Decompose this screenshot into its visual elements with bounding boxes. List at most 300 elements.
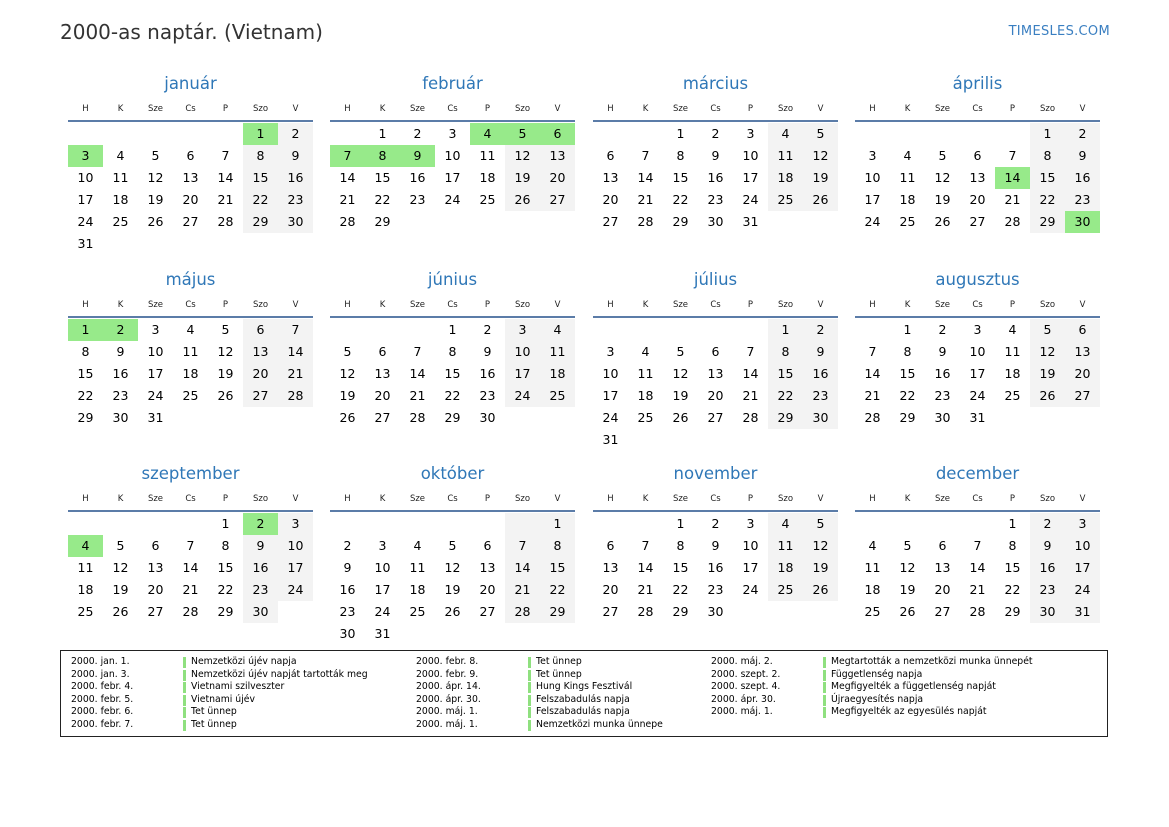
day-cell: 18 [768, 167, 803, 189]
month-5 [68, 269, 313, 429]
day-cell: 19 [444, 582, 461, 597]
day-cell: 20 [707, 388, 724, 403]
day-cell: 3 [278, 513, 313, 535]
day-cell: 27 [540, 189, 575, 211]
day-cell: 7 [868, 344, 877, 359]
empty-cell [540, 407, 575, 429]
day-cell: 4 [470, 123, 505, 145]
holiday-name: Nemzetközi munka ünnepe [536, 718, 663, 730]
day-cell: 13 [147, 560, 164, 575]
empty-cell [925, 123, 960, 145]
day-cell: 12 [672, 366, 689, 381]
day-cell: 4 [768, 513, 803, 535]
month-7 [593, 269, 838, 451]
day-cell: 24 [147, 388, 164, 403]
day-cell: 12 [934, 170, 951, 185]
day-cell: 9 [711, 148, 720, 163]
day-cell: 30 [707, 604, 724, 619]
month-name: október [420, 464, 485, 483]
day-cell: 16 [1030, 557, 1065, 579]
day-cell: 11 [899, 170, 916, 185]
weekday-header [593, 487, 838, 512]
holiday-name: Vietnami újév [191, 693, 255, 705]
day-cell: 3 [68, 145, 103, 167]
day-cell: 15 [1004, 560, 1021, 575]
weekday-label: P [1009, 299, 1016, 310]
empty-cell [103, 123, 138, 145]
day-cell: 19 [217, 366, 234, 381]
day-cell: 29 [77, 410, 94, 425]
day-cell: 27 [182, 214, 199, 229]
day-cell: 1 [768, 319, 803, 341]
day-cell: 27 [969, 214, 986, 229]
day-cell: 11 [768, 535, 803, 557]
holiday-name: Tet ünnep [191, 718, 237, 730]
day-cell: 10 [969, 344, 986, 359]
empty-cell [855, 123, 890, 145]
empty-cell [768, 429, 803, 451]
day-cell: 18 [112, 192, 129, 207]
empty-cell [138, 233, 173, 255]
weekday-label: H [82, 103, 89, 114]
month-4 [855, 73, 1100, 233]
day-cell: 20 [1065, 363, 1100, 385]
day-cell: 2 [103, 319, 138, 341]
day-cell: 12 [112, 560, 129, 575]
weekday-label: Sze [147, 493, 164, 504]
day-cell: 17 [864, 192, 881, 207]
day-cell: 19 [899, 582, 916, 597]
weekday-label: P [222, 299, 229, 310]
weekday-label: P [747, 493, 754, 504]
day-cell: 17 [1065, 557, 1100, 579]
weekday-label: V [292, 493, 299, 504]
weekday-label: P [1009, 493, 1016, 504]
day-cell: 4 [540, 319, 575, 341]
weekday-label: K [904, 103, 911, 114]
days-grid [330, 513, 575, 645]
weekday-label: Szo [514, 299, 531, 310]
day-cell: 28 [637, 214, 654, 229]
weekday-label: K [117, 103, 124, 114]
month-name: február [422, 74, 483, 93]
day-cell: 31 [742, 214, 759, 229]
day-cell: 6 [711, 344, 720, 359]
day-cell: 11 [768, 145, 803, 167]
day-cell: 15 [1030, 167, 1065, 189]
day-cell: 11 [182, 344, 199, 359]
holiday-name: Hung Kings Fesztivál [536, 681, 633, 693]
holiday-marker [823, 657, 826, 668]
day-cell: 6 [483, 538, 492, 553]
day-cell: 23 [409, 192, 426, 207]
empty-cell [208, 233, 243, 255]
empty-cell [365, 513, 400, 535]
day-cell: 15 [217, 560, 234, 575]
day-cell: 29 [672, 604, 689, 619]
day-cell: 7 [746, 344, 755, 359]
day-cell: 19 [803, 557, 838, 579]
day-cell: 5 [803, 123, 838, 145]
day-cell: 11 [637, 366, 654, 381]
month-11 [593, 463, 838, 623]
day-cell: 8 [1030, 145, 1065, 167]
weekday-label: P [747, 299, 754, 310]
day-cell: 26 [899, 604, 916, 619]
empty-cell [173, 513, 208, 535]
day-cell: 2 [343, 538, 352, 553]
day-cell: 22 [672, 192, 689, 207]
day-cell: 16 [479, 366, 496, 381]
day-cell: 26 [217, 388, 234, 403]
day-cell: 28 [339, 214, 356, 229]
empty-cell [593, 319, 628, 341]
day-cell: 9 [803, 341, 838, 363]
day-cell: 7 [641, 148, 650, 163]
day-cell: 5 [116, 538, 125, 553]
day-cell: 14 [742, 366, 759, 381]
day-cell: 9 [711, 538, 720, 553]
day-cell: 25 [77, 604, 94, 619]
weekday-label: Cs [972, 299, 983, 310]
holiday-name: Függetlenség napja [831, 668, 923, 680]
weekday-header [855, 293, 1100, 318]
day-cell: 25 [182, 388, 199, 403]
day-cell: 10 [864, 170, 881, 185]
day-cell: 21 [864, 388, 881, 403]
day-cell: 29 [540, 601, 575, 623]
day-cell: 4 [1008, 322, 1017, 337]
weekday-label: V [817, 103, 824, 114]
day-cell: 21 [969, 582, 986, 597]
holiday-date: 2000. febr. 4. [71, 681, 134, 693]
day-cell: 17 [147, 366, 164, 381]
weekday-label: Szo [514, 103, 531, 114]
day-cell: 31 [77, 236, 94, 251]
day-cell: 14 [339, 170, 356, 185]
day-cell: 21 [217, 192, 234, 207]
day-cell: 4 [868, 538, 877, 553]
weekday-label: Sze [409, 103, 426, 114]
day-cell: 18 [637, 388, 654, 403]
month-1 [68, 73, 313, 255]
day-cell: 14 [637, 170, 654, 185]
empty-cell [173, 233, 208, 255]
month-12 [855, 463, 1100, 623]
day-cell: 16 [934, 366, 951, 381]
day-cell: 30 [278, 211, 313, 233]
weekday-label: K [379, 493, 386, 504]
day-cell: 25 [864, 604, 881, 619]
day-cell: 13 [540, 145, 575, 167]
weekday-label: K [904, 493, 911, 504]
day-cell: 18 [1004, 366, 1021, 381]
day-cell: 3 [378, 538, 387, 553]
day-cell: 2 [483, 322, 492, 337]
day-cell: 20 [479, 582, 496, 597]
day-cell: 23 [803, 385, 838, 407]
day-cell: 5 [221, 322, 230, 337]
empty-cell [925, 513, 960, 535]
day-cell: 6 [973, 148, 982, 163]
empty-cell [593, 513, 628, 535]
empty-cell [330, 319, 365, 341]
weekday-label: K [904, 299, 911, 310]
day-cell: 18 [77, 582, 94, 597]
empty-cell [855, 513, 890, 535]
day-cell: 18 [409, 582, 426, 597]
day-cell: 14 [409, 366, 426, 381]
day-cell: 25 [479, 192, 496, 207]
day-cell: 29 [768, 407, 803, 429]
weekday-label: Szo [514, 493, 531, 504]
day-cell: 30 [1065, 211, 1100, 233]
day-cell: 23 [1030, 579, 1065, 601]
holiday-date: 2000. máj. 2. [711, 656, 773, 667]
day-cell: 1 [378, 126, 387, 141]
empty-cell [628, 429, 663, 451]
empty-cell [138, 513, 173, 535]
weekday-label: P [222, 493, 229, 504]
empty-cell [995, 123, 1030, 145]
day-cell: 28 [1004, 214, 1021, 229]
day-cell: 1 [540, 513, 575, 535]
day-cell: 16 [339, 582, 356, 597]
day-cell: 25 [637, 410, 654, 425]
day-cell: 29 [374, 214, 391, 229]
day-cell: 8 [365, 145, 400, 167]
day-cell: 7 [1008, 148, 1017, 163]
empty-cell [890, 123, 925, 145]
day-cell: 1 [1008, 516, 1017, 531]
weekday-label: H [869, 493, 876, 504]
day-cell: 1 [243, 123, 278, 145]
day-cell: 17 [742, 170, 759, 185]
weekday-label: V [554, 299, 561, 310]
day-cell: 8 [540, 535, 575, 557]
day-cell: 23 [112, 388, 129, 403]
holiday-name: Megtartották a nemzetközi munka ünnepét [831, 656, 1033, 667]
day-cell: 23 [479, 388, 496, 403]
weekday-label: P [484, 493, 491, 504]
site-link[interactable]: TIMESLES.COM [1008, 24, 1110, 39]
holiday-date: 2000. febr. 5. [71, 693, 134, 705]
day-cell: 23 [934, 388, 951, 403]
empty-cell [698, 429, 733, 451]
day-cell: 13 [707, 366, 724, 381]
day-cell: 28 [409, 410, 426, 425]
day-cell: 11 [409, 560, 426, 575]
weekday-label: Cs [972, 103, 983, 114]
holiday-date: 2000. febr. 8. [416, 656, 479, 667]
day-cell: 23 [707, 192, 724, 207]
day-cell: 21 [637, 192, 654, 207]
day-cell: 20 [934, 582, 951, 597]
day-cell: 13 [1065, 341, 1100, 363]
weekday-label: V [817, 299, 824, 310]
day-cell: 30 [803, 407, 838, 429]
day-cell: 24 [77, 214, 94, 229]
day-cell: 24 [864, 214, 881, 229]
day-cell: 30 [934, 410, 951, 425]
day-cell: 28 [217, 214, 234, 229]
day-cell: 19 [803, 167, 838, 189]
day-cell: 8 [221, 538, 230, 553]
day-cell: 6 [186, 148, 195, 163]
day-cell: 21 [505, 579, 540, 601]
empty-cell [243, 233, 278, 255]
empty-cell [173, 407, 208, 429]
day-cell: 4 [186, 322, 195, 337]
empty-cell [960, 513, 995, 535]
weekday-header [330, 293, 575, 318]
day-cell: 21 [409, 388, 426, 403]
weekday-label: Cs [185, 493, 196, 504]
holiday-marker [528, 707, 531, 718]
day-cell: 15 [672, 560, 689, 575]
empty-cell [628, 513, 663, 535]
day-cell: 13 [374, 366, 391, 381]
day-cell: 3 [505, 319, 540, 341]
day-cell: 10 [278, 535, 313, 557]
weekday-label: V [817, 493, 824, 504]
holiday-marker [823, 695, 826, 706]
empty-cell [505, 407, 540, 429]
empty-cell [400, 211, 435, 233]
day-cell: 6 [243, 319, 278, 341]
day-cell: 20 [243, 363, 278, 385]
day-cell: 27 [707, 410, 724, 425]
day-cell: 15 [243, 167, 278, 189]
empty-cell [628, 123, 663, 145]
empty-cell [435, 513, 470, 535]
day-cell: 21 [182, 582, 199, 597]
day-cell: 1 [68, 319, 103, 341]
day-cell: 8 [676, 538, 685, 553]
day-cell: 13 [479, 560, 496, 575]
empty-cell [330, 513, 365, 535]
day-cell: 9 [938, 344, 947, 359]
weekday-label: Szo [252, 103, 269, 114]
weekday-label: V [1079, 299, 1086, 310]
day-cell: 29 [243, 211, 278, 233]
day-cell: 5 [676, 344, 685, 359]
day-cell: 7 [641, 538, 650, 553]
weekday-label: K [642, 299, 649, 310]
weekday-label: Szo [252, 493, 269, 504]
weekday-label: Cs [447, 103, 458, 114]
day-cell: 29 [217, 604, 234, 619]
day-cell: 17 [374, 582, 391, 597]
day-cell: 12 [339, 366, 356, 381]
empty-cell [803, 211, 838, 233]
day-cell: 4 [68, 535, 103, 557]
day-cell: 2 [711, 516, 720, 531]
weekday-label: V [1079, 103, 1086, 114]
day-cell: 10 [742, 148, 759, 163]
day-cell: 30 [479, 410, 496, 425]
day-cell: 14 [182, 560, 199, 575]
month-6 [330, 269, 575, 429]
day-cell: 11 [540, 341, 575, 363]
holiday-marker [528, 720, 531, 731]
day-cell: 18 [864, 582, 881, 597]
weekday-label: H [607, 103, 614, 114]
day-cell: 20 [602, 192, 619, 207]
weekday-label: Sze [672, 493, 689, 504]
day-cell: 2 [278, 123, 313, 145]
weekday-label: Cs [972, 493, 983, 504]
weekday-label: Sze [147, 299, 164, 310]
day-cell: 15 [672, 170, 689, 185]
day-cell: 3 [746, 126, 755, 141]
holiday-marker [183, 707, 186, 718]
empty-cell [890, 513, 925, 535]
days-grid [855, 123, 1100, 233]
empty-cell [505, 211, 540, 233]
day-cell: 18 [479, 170, 496, 185]
day-cell: 3 [151, 322, 160, 337]
day-cell: 16 [409, 170, 426, 185]
weekday-label: Szo [1039, 103, 1056, 114]
day-cell: 19 [505, 167, 540, 189]
day-cell: 8 [768, 341, 803, 363]
empty-cell [400, 623, 435, 645]
page-title: 2000-as naptár. (Vietnam) [60, 20, 323, 44]
empty-cell [208, 123, 243, 145]
weekday-label: Sze [672, 103, 689, 114]
day-cell: 22 [1004, 582, 1021, 597]
day-cell: 30 [707, 214, 724, 229]
empty-cell [733, 601, 768, 623]
day-cell: 7 [186, 538, 195, 553]
day-cell: 25 [899, 214, 916, 229]
day-cell: 19 [1030, 363, 1065, 385]
holiday-marker [183, 720, 186, 731]
day-cell: 30 [339, 626, 356, 641]
day-cell: 26 [672, 410, 689, 425]
holiday-name: Tet ünnep [536, 668, 582, 680]
day-cell: 24 [505, 385, 540, 407]
month-3 [593, 73, 838, 233]
holiday-marker [183, 670, 186, 681]
month-10 [330, 463, 575, 645]
month-2 [330, 73, 575, 233]
day-cell: 16 [112, 366, 129, 381]
day-cell: 13 [934, 560, 951, 575]
day-cell: 8 [81, 344, 90, 359]
weekday-label: P [1009, 103, 1016, 114]
day-cell: 10 [77, 170, 94, 185]
holiday-marker [528, 695, 531, 706]
empty-cell [400, 513, 435, 535]
day-cell: 6 [606, 148, 615, 163]
holiday-date: 2000. szept. 4. [711, 681, 781, 693]
day-cell: 16 [707, 170, 724, 185]
day-cell: 12 [147, 170, 164, 185]
day-cell: 19 [112, 582, 129, 597]
holiday-date: 2000. febr. 9. [416, 668, 479, 680]
weekday-label: H [344, 299, 351, 310]
holiday-date: 2000. ápr. 30. [416, 693, 481, 705]
day-cell: 29 [1030, 211, 1065, 233]
weekday-label: Sze [934, 299, 951, 310]
day-cell: 22 [672, 582, 689, 597]
day-cell: 10 [505, 341, 540, 363]
weekday-label: H [869, 103, 876, 114]
day-cell: 1 [676, 126, 685, 141]
day-cell: 20 [540, 167, 575, 189]
